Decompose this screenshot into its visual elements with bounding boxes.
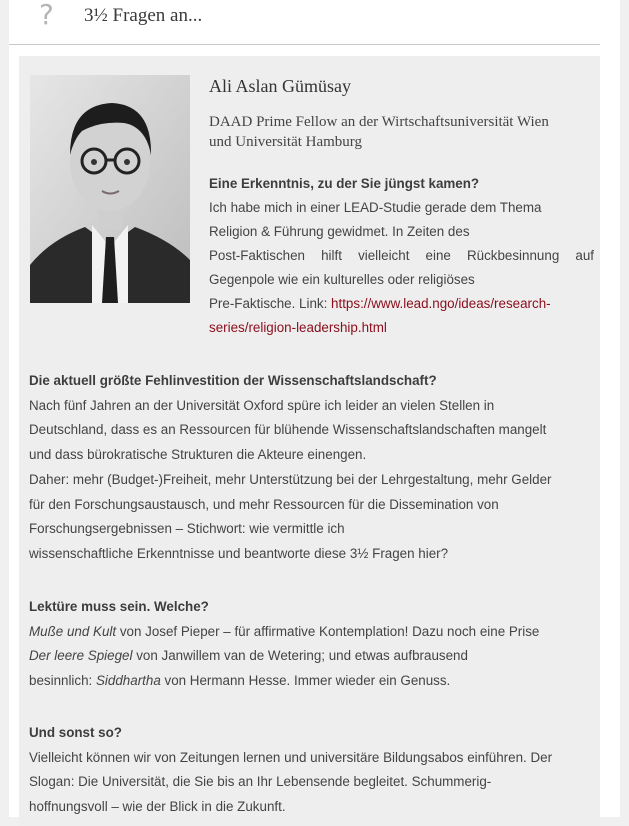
section-title: 3½ Fragen an...	[84, 5, 203, 26]
question-mark-icon: ?	[39, 0, 54, 31]
answer-line: wissenschaftliche Erkenntnisse und beantworte diese 3½ Fragen hier?	[29, 545, 449, 561]
answer-line	[29, 669, 594, 694]
question-4	[29, 721, 594, 820]
question-heading: Lektüre muss sein. Welche?	[29, 599, 209, 614]
role-line: DAAD Prime Fellow an der Wirtschaftsuniversität Wien	[209, 114, 549, 130]
answer-text: von Josef Pieper – für affirmative Kontemplation! Dazu noch eine Prise	[116, 623, 540, 639]
answer-line: Ich habe mich in einer LEAD-Studie gerade dem Thema	[209, 200, 542, 215]
interview-card	[19, 56, 600, 826]
role-line: und Universität Hamburg	[209, 134, 363, 150]
answer-line: Vielleicht können wir von Zeitungen lernen und universitäre Bildungsabos einführen. Der	[29, 749, 553, 765]
answer-text: besinnlich:	[29, 673, 96, 689]
answer-text: von Hermann Hesse. Immer wieder ein Genuss.	[160, 673, 451, 689]
question-1	[209, 172, 594, 340]
book-title: Der leere Spiegel	[29, 648, 133, 664]
answer-line: Gegenpole wie ein kulturelles oder religiöses	[209, 272, 475, 287]
person-role	[209, 112, 594, 152]
answer-line: und dass bürokratische Strukturen die Akteure einengen.	[29, 447, 367, 463]
book-title: Muße und Kult	[29, 623, 117, 639]
answer-line: Forschungsergebnissen – Stichwort: wie vermittle ich	[29, 521, 345, 537]
question-heading: Eine Erkenntnis, zu der Sie jüngst kamen?	[209, 176, 480, 191]
book-title: Siddhartha	[96, 673, 161, 689]
answer-line	[209, 316, 594, 340]
answer-line: Nach fünf Jahren an der Universität Oxford spüre ich leider an vielen Stellen in	[29, 397, 495, 413]
page	[9, 0, 620, 817]
answer-line: Post-Faktischen hilft vielleicht eine Rückbesinnung auf	[209, 248, 594, 263]
answer-line: hoffnungsvoll – wie der Blick in die Zukunft.	[29, 799, 286, 815]
answer-line	[209, 292, 594, 316]
answer-line: Slogan: Die Universität, die Sie bis an Ihr Lebensende begleitet. Schummerig-	[29, 774, 492, 790]
answer-line: für den Forschungsaustausch, und mehr Ressourcen für die Dissemination von	[29, 496, 499, 512]
question-3	[29, 595, 594, 694]
question-heading: Und sonst so?	[29, 725, 122, 740]
answer-text: von Janwillem van de Wetering; und etwas aufbrausend	[132, 648, 468, 664]
question-2	[29, 369, 594, 567]
person-name: Ali Aslan Gümüsay	[209, 76, 351, 96]
answer-line: Deutschland, dass es an Ressourcen für blühende Wissenschaftslandschaften mangelt	[29, 422, 547, 438]
answer-line: Religion & Führung gewidmet. In Zeiten des	[209, 224, 470, 239]
answer-line	[29, 620, 594, 645]
answer-line	[29, 644, 594, 669]
answer-line: Daher: mehr (Budget-)Freiheit, mehr Unterstützung bei der Lehrgestaltung, mehr Gelder	[29, 471, 552, 487]
portrait-photo	[30, 75, 190, 303]
question-heading: Die aktuell größte Fehlinvestition der Wissenschaftslandschaft?	[29, 373, 437, 388]
answer-text: Pre-Faktische. Link:	[209, 296, 332, 311]
header-divider	[9, 44, 600, 45]
section-header	[9, 0, 620, 44]
study-link-continued[interactable]: series/religion-leadership.html	[209, 320, 387, 335]
study-link[interactable]: https://www.lead.ngo/ideas/research-	[331, 296, 551, 311]
portrait-image	[30, 75, 190, 303]
